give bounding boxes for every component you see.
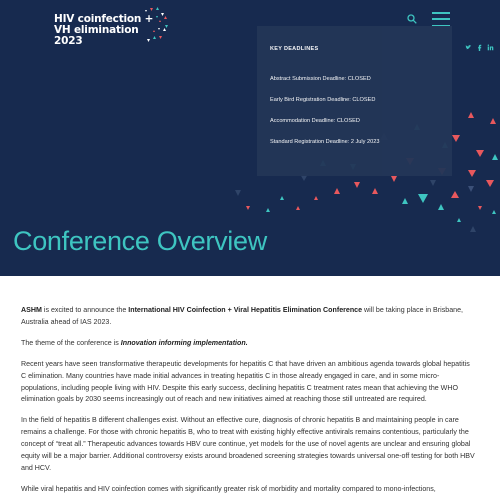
search-icon[interactable] [404,11,420,27]
deadline-standard: Standard Registration Deadline: 2 July 2023 [270,139,380,145]
coinfection-paragraph: While viral hepatitis and HIV coinfection comes with significantly greater risk of morbidity and mortality compared to mono-infections, [21,484,436,493]
logo-line-2: VH elimination [54,24,139,36]
twitter-icon[interactable] [465,44,472,51]
key-deadlines-title: KEY DEADLINES [270,46,319,52]
key-deadlines-panel [257,26,452,176]
deadline-early-bird: Early Bird Registration Deadline: CLOSED [270,97,376,103]
menu-icon[interactable] [432,12,450,26]
conference-name: International HIV Coinfection + Viral Hepatitis Elimination Conference [128,306,363,314]
page-title: Conference Overview [13,226,267,256]
logo-dots-icon [128,6,170,44]
hepatitis-c-paragraph: Recent years have seen transformative therapeutic developments for hepatitis C that have driven an ambitious agenda towards global hepatitis C elimination. Many countries have made initial advances in treating hepatitis C in those already engaged in care, and in some micro-populations, including people living with HIV. Despite this early success, declining hepatitis C treatment rates mean that achieving the WHO elimination goals by 2030 seems increasingly out of reach and new initiatives aimed at reaching those still untreated are required. [21,359,470,404]
facebook-icon[interactable] [476,44,483,51]
conference-theme: Innovation informing implementation. [120,338,248,347]
deadline-accommodation: Accommodation Deadline: CLOSED [270,118,360,124]
linkedin-icon[interactable] [487,44,494,51]
theme-paragraph: The theme of the conference is Innovation informing implementation. [21,338,248,347]
logo-line-1: HIV coinfection + [54,13,154,25]
deadline-abstract: Abstract Submission Deadline: CLOSED [270,76,371,82]
intro-paragraph: ASHM is excited to announce the International HIV Coinfection + Viral Hepatitis Elimination Conference will be taking place in Brisbane, Australia ahead of IAS 2023. [21,306,464,326]
header-actions [404,11,450,27]
hepatitis-b-paragraph: In the field of hepatitis B different challenges exist. Without an effective cure, diagnosis of chronic hepatitis B and maintaining people in care remains a challenge. For those with chronic hepatitis B, who to treat with existing highly effective antivirals remains contentious, particularly the concept of “treat all.” Therapeutic advances towards HBV cure continue, yet models for the use of novel agents are unclear and ensuring global equity will be a major barrier. Additional controversy exists around broadened screening strategies towards universal one-off testing for both HBV and HCV. [21,416,475,472]
overview-content [21,305,476,500]
org-name: ASHM [21,306,42,314]
social-links [465,44,494,51]
logo-line-3: 2023 [54,35,83,47]
